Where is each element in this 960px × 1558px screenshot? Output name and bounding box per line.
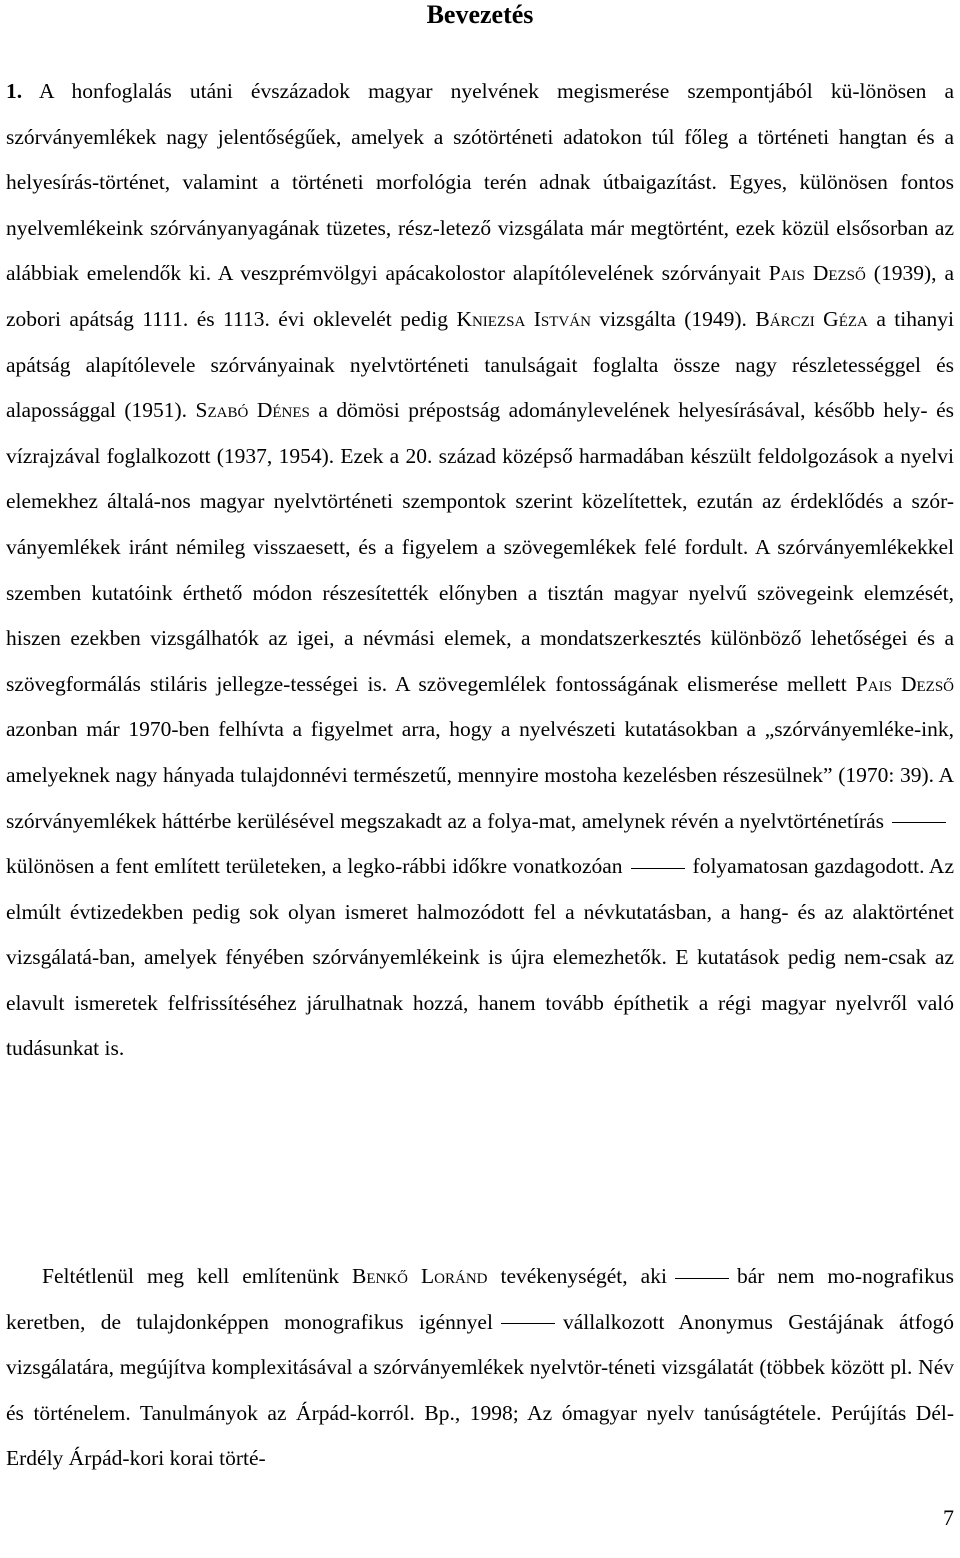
paragraph-text: a tihanyi apátság alapítólevele szórványainak nyelvtörténeti tanulságait foglalta össze nagy részletességgel és alapossággal (1951). [6,306,955,423]
paragraph-text: különösen a fent említett területeken, a legko-rábbi időkre vonatkozóan [6,854,623,879]
author-name: Pais Dezső [768,261,866,286]
paragraph-text: azonban már 1970-ben felhívta a figyelmet arra, hogy a nyelvészeti kutatásokban a „szórványemléke-ink, amelyeknek nagy hányada tulajdonnévi természetű, mennyire mostoha kezelésben részesülnek” (1970: 39). A szórványemlékek háttérbe kerülésével megszakadt az a folya-mat, amelynek révén a nyelvtörténetírás [6,717,954,833]
author-name: Szabó Dénes [195,398,310,423]
paragraph-text: Feltétlenül meg kell említenünk [42,1264,339,1288]
em-dash [675,1278,729,1279]
page-number: 7 [943,1505,954,1530]
paragraph-text: folyamatosan gazdagodott. Az elmúlt évtizedekben pedig sok olyan ismeret halmozódott fel a névkutatásban, a hang- és az alaktörténet vizsgálatá-ban, amelyek fényében szórványemlékeink is újra elemezhetők. E kutatások pedig nem-csak az elavult ismeretek felfrissítéséhez járulhatnak hozzá, hanem tovább építhetik a régi magyar nyelvről való tudásunkat is. [6,854,954,1061]
paragraph-text: tevékenységét, aki [500,1264,667,1288]
author-name: Benkő Loránd [352,1264,488,1288]
paragraph-text: a dömösi prépostság adománylevelének helyesírásával, később hely- és vízrajzával foglalkozott (1937, 1954). Ezek a 20. század középső harmadában készült feldolgozások a nyelvi elemekhez általá-nos magyar nyelvtörténeti szempontok szerint közelítettek, ezután az érdeklődés a szór-ványemlékek iránt némileg visszaesett, és a figyelem a szövegemlékek felé fordult. A szórványemlékekkel szemben kutatóink érthető módon részesítették előnyben a tisztán magyar nyelvű szövegeink elemzését, hiszen ezekben vizsgálhatók az igei, a névmási elemek, a mondatszerkesztés különböző lehetőségei és a szövegformálás stiláris jellegze-tességei is. A szövegemlélek fontosságának elismerése mellett [6,398,954,696]
paragraph-text: A honfoglalás utáni évszázadok magyar nyelvének megismerése szempontjából kü-lönösen a szórványemlékek nagy jelentőségűek, amelyek a szótörténeti adatokon túl főleg a történeti hangtan és a helyesírás-történet, valamint a történeti morfológia terén adnak útbaigazítást. Egyes, különösen fontos nyelvemlékeink szórványanyagának tüzetes, rész-letező vizsgálata már megtörtént, ezek közül elsősorban az alábbiak emelendők ki. A veszprémvölgyi apácakolostor alapítólevelének szórványait [6,79,954,286]
section-number: 1. [6,79,23,103]
paragraph-1 [6,69,954,1072]
author-name: Kniezsa István [456,306,591,331]
paragraph-text: bár nem mo-nografikus keretben, de tulajdonképpen monografikus igénnyel [6,1264,955,1334]
page-title: Bevezetés [426,0,534,29]
author-name: Pais Dezső [855,671,954,696]
paragraph-text: vállalkozott Anonymus Gestájának átfogó vizsgálatára, megújítva komplexitásával a szórványemlékek nyelvtör-téneti vizsgálatát (többek között pl. Név és történelem. Tanulmányok az Árpád-korról. Bp., 1998; Az ómagyar nyelv tanúságtétele. Perújítás Dél-Erdély Árpád-kori korai törté- [6,1309,954,1471]
em-dash [631,868,685,869]
paragraph-2 [6,1254,954,1482]
paragraph-text: vizsgálta (1949). [599,306,747,331]
paragraph-text: (1939), a zobori apátság 1111. és 1113. évi oklevelét pedig [6,261,954,331]
em-dash [501,1323,555,1324]
author-name: Bárczi Géza [755,306,868,331]
em-dash [892,822,946,823]
